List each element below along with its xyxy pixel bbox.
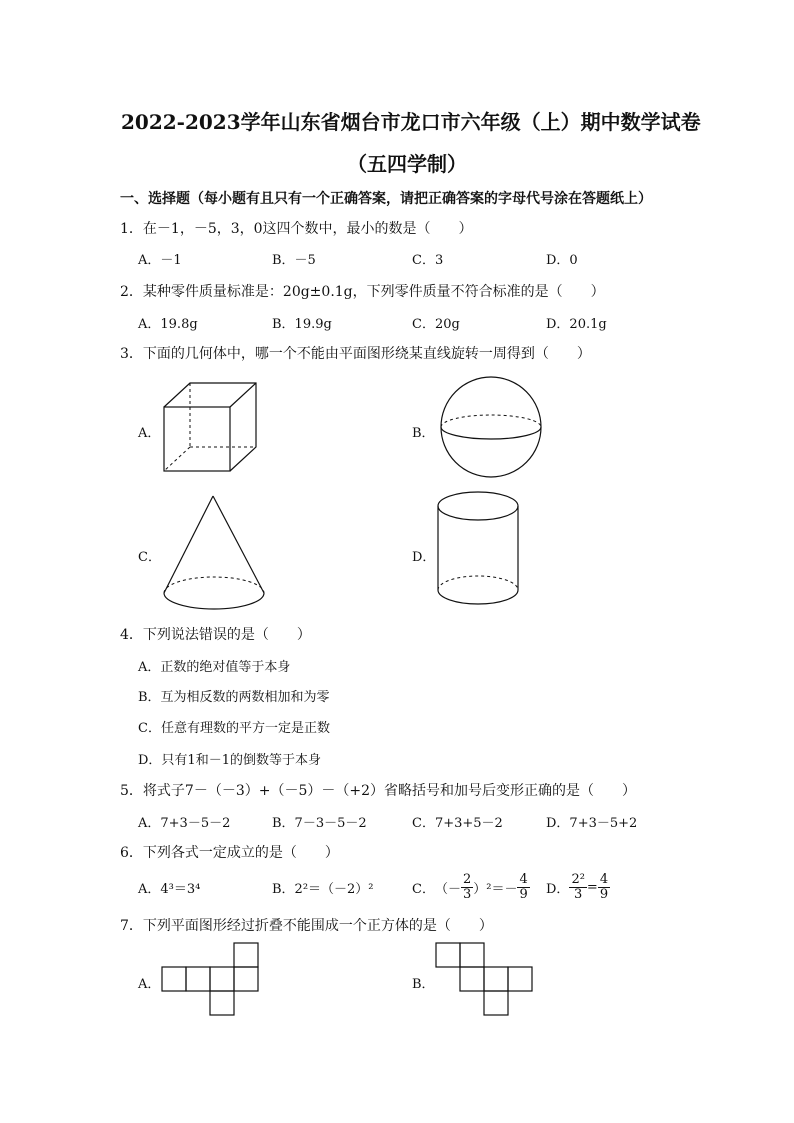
q5-option-a: A．7+3－5－2 bbox=[138, 816, 231, 831]
q6d-denominator-2: 9 bbox=[599, 886, 609, 902]
q1-option-d: D．0 bbox=[546, 253, 578, 268]
question-4-stem: 4．下列说法错误的是（ ） bbox=[120, 627, 311, 643]
q6-option-c bbox=[412, 870, 530, 904]
cube-net-a bbox=[162, 942, 262, 1018]
q7-label-a: A． bbox=[138, 977, 161, 992]
q6c-open: （－ bbox=[434, 881, 461, 897]
q6-option-d bbox=[546, 870, 610, 904]
q6c-denominator-1: 3 bbox=[462, 886, 472, 902]
q6c-denominator-2: 9 bbox=[519, 886, 528, 902]
question-5-stem: 5．将式子7－（－3）+（－5）－（+2）省略括号和加号后变形正确的是（ ） bbox=[120, 783, 636, 799]
q6c-close: ）²＝－ bbox=[473, 881, 518, 897]
cube-figure bbox=[160, 380, 260, 475]
q6-option-a: A．4³＝3⁴ bbox=[138, 882, 201, 897]
section-heading: 一、选择题（每小题有且只有一个正确答案，请把正确答案的字母代号涂在答题纸上） bbox=[120, 191, 652, 207]
page-subtitle: （五四学制） bbox=[347, 152, 467, 176]
q1-option-a: A．－1 bbox=[138, 253, 182, 268]
question-2-stem: 2．某种零件质量标准是：20g±0.1g，下列零件质量不符合标准的是（ ） bbox=[120, 284, 605, 300]
q2-option-c: C．20g bbox=[412, 317, 460, 332]
q4-option-a: A．正数的绝对值等于本身 bbox=[138, 660, 291, 675]
q6d-numerator-1: 2² bbox=[571, 871, 585, 887]
q6d-numerator-2: 4 bbox=[599, 871, 609, 887]
q3-label-c: C． bbox=[138, 550, 161, 565]
q6d-denominator-1: 3 bbox=[569, 887, 586, 902]
q3-label-d: D． bbox=[412, 550, 436, 565]
page-title: 2022-2023学年山东省烟台市龙口市六年级（上）期中数学试卷 bbox=[121, 110, 701, 134]
q6-option-b: B．2²＝（－2）² bbox=[272, 882, 374, 897]
q6c-numerator-2: 4 bbox=[519, 871, 528, 887]
q6d-equals: = bbox=[586, 879, 598, 895]
q3-label-b: B． bbox=[412, 426, 435, 441]
question-7-stem: 7．下列平面图形经过折叠不能围成一个正方体的是（ ） bbox=[120, 918, 493, 934]
q6c-fraction-1 bbox=[461, 873, 473, 901]
q5-option-b: B．7－3－5－2 bbox=[272, 816, 367, 831]
q6d-fraction-2 bbox=[598, 873, 610, 901]
cube-net-b bbox=[436, 942, 536, 1018]
q2-option-d: D．20.1g bbox=[546, 317, 607, 332]
q7-label-b: B． bbox=[412, 977, 435, 992]
question-1-stem: 1．在－1，－5，3，0这四个数中，最小的数是（ ） bbox=[120, 221, 473, 237]
q1-option-c: C．3 bbox=[412, 253, 444, 268]
cone-figure bbox=[160, 494, 270, 619]
q2-option-b: B．19.9g bbox=[272, 317, 332, 332]
q6c-label: C． bbox=[412, 881, 435, 897]
question-3-stem: 3．下面的几何体中，哪一个不能由平面图形绕某直线旋转一周得到（ ） bbox=[120, 346, 591, 362]
q6d-label: D． bbox=[546, 881, 570, 897]
q5-option-c: C．7+3+5－2 bbox=[412, 816, 503, 831]
q4-option-c: C．任意有理数的平方一定是正数 bbox=[138, 721, 330, 736]
q4-option-d: D．只有1和－1的倒数等于本身 bbox=[138, 753, 321, 768]
q5-option-d: D．7+3－5+2 bbox=[546, 816, 638, 831]
q4-option-b: B．互为相反数的两数相加和为零 bbox=[138, 690, 330, 705]
cylinder-figure bbox=[436, 490, 522, 610]
sphere-figure bbox=[437, 376, 547, 478]
question-6-stem: 6．下列各式一定成立的是（ ） bbox=[120, 845, 339, 861]
q6d-fraction-1 bbox=[569, 873, 586, 901]
q1-option-b: B．－5 bbox=[272, 253, 316, 268]
q3-label-a: A． bbox=[138, 426, 161, 441]
q6c-numerator-1: 2 bbox=[462, 871, 472, 887]
q2-option-a: A．19.8g bbox=[138, 317, 198, 332]
q6c-fraction-2 bbox=[517, 873, 529, 901]
